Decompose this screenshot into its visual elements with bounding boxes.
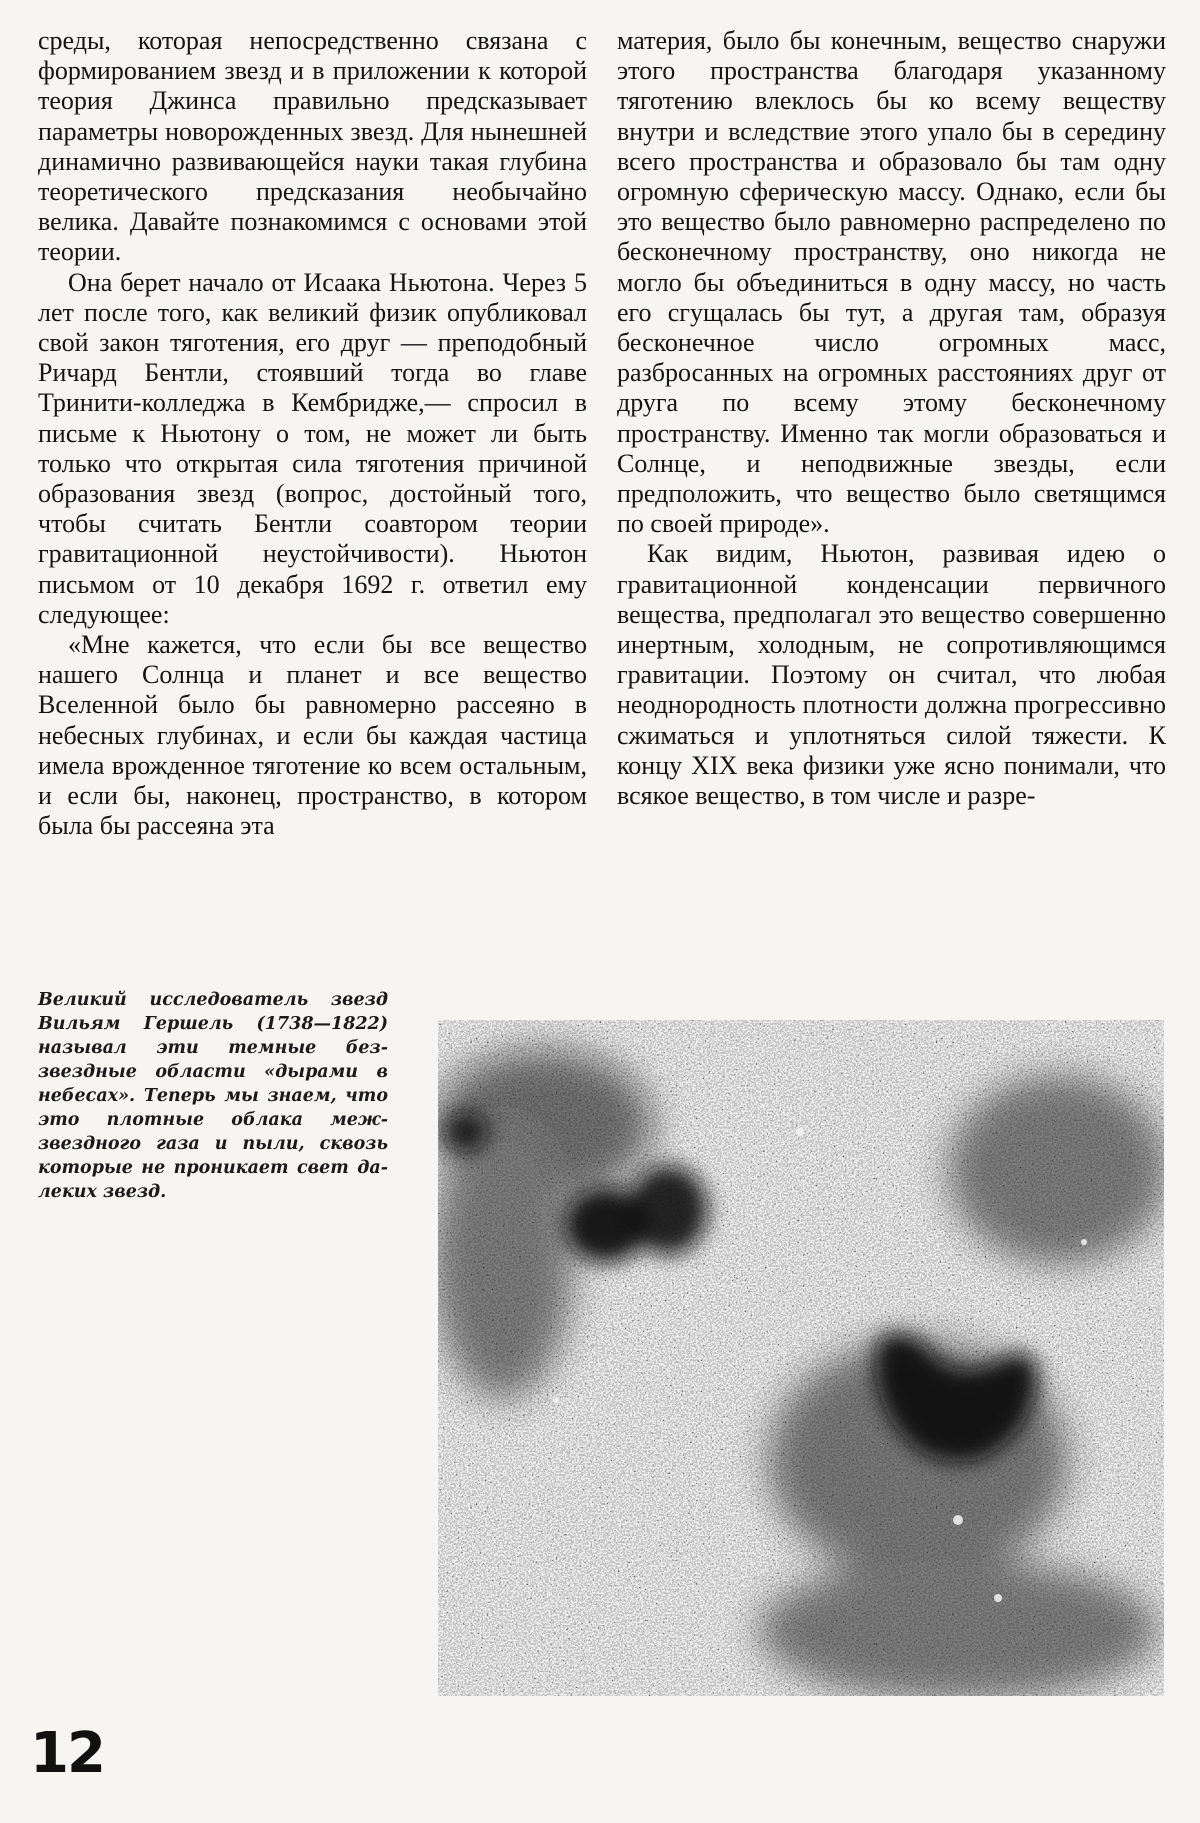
- left-text-column: [38, 26, 587, 841]
- left-paragraph-1: среды, которая непосредственно связана с формированием звезд и в приложении к которой теория Джинса правильно предсказывает параметры новорожденных звезд. Для нынешней динамично развивающейся науки такая глубина теоретического предсказания необычайно велика. Давайте познакомимся с основами этой теории.: [38, 26, 587, 267]
- newton-quote-start: «Мне кажется, что если бы все вещество нашего Солнца и планет и все вещество Вселенной было бы равномерно рассеяно в небесных глубинах, и если бы каждая частица имела врожденное тяготение ко всем остальным, и если бы, наконец, пространство, в котором была бы рассеяна эта: [38, 630, 587, 841]
- page-number: 12: [30, 1721, 104, 1786]
- newton-quote-end: материя, было бы конечным, вещество снаружи этого пространства благодаря указанному тяготению влеклось бы ко всему веществу внутри и вследствие этого упало бы в середину всего пространства и образовало бы там одну огромную сферическую массу. Однако, если бы это вещество было равномерно распределено по бесконечному пространству, оно никогда не могло бы объединиться в одну массу, но часть его сгущалась бы тут, а другая там, образуя бесконечное число огромных масс, разбросанных на огромных расстояниях друг от друга по всему этому бесконечному пространству. Именно так могли образоваться и Солнце, и неподвижные звезды, если предположить, что вещество было светящимся по своей природе».: [617, 26, 1166, 539]
- figure-caption: Великий исследователь звезд Вильям Гершель (1738—1822) называл эти темные беззвездные области «дырами в небесах». Теперь мы знаем, что это плотные облака межзвездного газа и пыли, сквозь которые не проникает свет далеких звезд.: [38, 990, 388, 1202]
- left-paragraph-2: Она берет начало от Исаака Ньютона. Через 5 лет после того, как великий физик опубликовал свой закон тяготения, его друг — преподобный Ричард Бентли, стоявший тогда во главе Тринити-колледжа в Кембридже,— спросил в письме к Ньютону о том, не может ли быть только что открытая сила тяготения причиной образования звезд (вопрос, достойный того, чтобы считать Бентли соавтором теории гравитационной неустойчивости). Ньютон письмом от 10 декабря 1692 г. ответил ему следующее:: [38, 267, 587, 629]
- right-text-column: [617, 26, 1166, 811]
- right-paragraph-2: Как видим, Ньютон, развивая идею о гравитационной конденсации первичного вещества, предполагал это вещество совершенно инертным, холодным, не сопротивляющимся гравитации. Поэтому он считал, что любая неоднородность плотности должна прогрессивно сжиматься и уплотняться силой тяжести. К концу XIX века физики уже ясно понимали, что всякое вещество, в том числе и разре-: [617, 539, 1166, 811]
- dark-nebula-photo: [438, 1020, 1164, 1696]
